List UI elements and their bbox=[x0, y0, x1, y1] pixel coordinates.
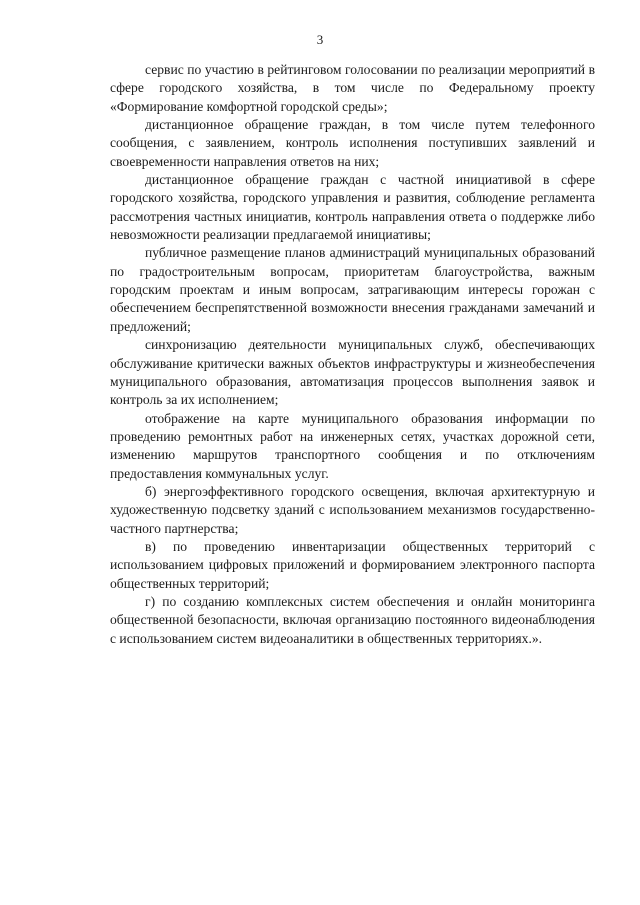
paragraph-remote-citizen-appeal: дистанционное обращение граждан, в том числе путем телефонного сообщения, с заявлением, контроль исполнения поступивших заявлений и своевременности направления ответов на них; bbox=[110, 117, 595, 169]
paragraph-item-g-security: г) по созданию комплексных систем обеспечения и онлайн мониторинга общественной безопасности, включая организацию постоянного видеонаблюдения с использованием систем видеоаналитики в общественных территориях.». bbox=[110, 593, 595, 646]
page-number: 3 bbox=[316, 32, 324, 47]
paragraph-municipal-services-sync: синхронизацию деятельности муниципальных служб, обеспечивающих обслуживание критически важных объектов инфраструктуры и жизнеобеспечения муниципального образования, автоматизация процессов выполнения заявок и контроль за их исполнением; bbox=[110, 337, 595, 408]
paragraph-map-display: отображение на карте муниципального образования информации по проведению ремонтных работ на инженерных сетях, участках дорожной сети, изменению маршрутов транспортного сообщения и по отключениям предоставления коммунальных услуг. bbox=[110, 410, 595, 481]
paragraph-item-v-inventory: в) по проведению инвентаризации общественных территорий с использованием цифровых приложений и формированием электронного паспорта общественных территорий; bbox=[110, 538, 595, 591]
paragraph-item-b-lighting: б) энергоэффективного городского освещения, включая архитектурную и художественную подсветку зданий с использованием механизмов государственно-частного партнерства; bbox=[110, 483, 595, 536]
paragraph-rating-voting-service: сервис по участию в рейтинговом голосовании по реализации мероприятий в сфере городского хозяйства, в том числе по Федеральному проекту «Формирование комфортной городской среды»; bbox=[110, 62, 595, 114]
document-body bbox=[110, 61, 595, 648]
paragraph-private-initiative-appeal: дистанционное обращение граждан с частной инициативой в сфере городского хозяйства, городского управления и развития, соблюдение регламента рассмотрения частных инициатив, контроль направления ответа о поддержке либо невозможности реализации предлагаемой инициативы; bbox=[110, 172, 595, 243]
paragraph-public-plans-placement: публичное размещение планов администраций муниципальных образований по градостроительным вопросам, приоритетам благоустройства, важным городским проектам и иным вопросам, затрагивающим интересы горожан с обеспечением беспрепятственной возможности внесения гражданами замечаний и предложений; bbox=[110, 245, 595, 334]
